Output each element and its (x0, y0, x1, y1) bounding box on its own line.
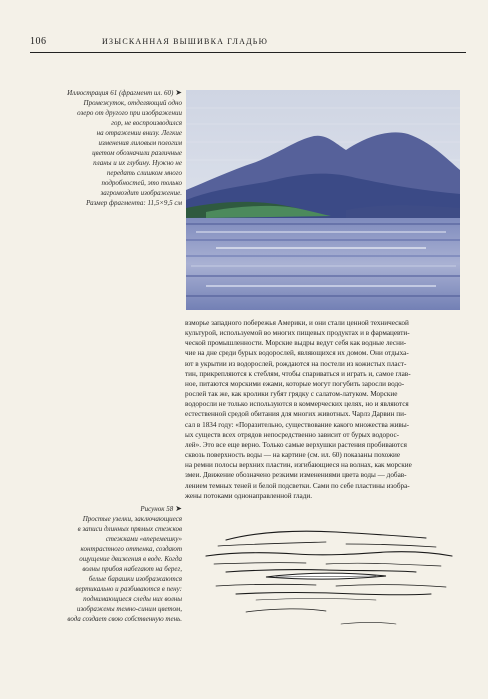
body-line: ых существ всех отрядов непосредственно зависит от бурых водорос- (185, 430, 400, 439)
caption-line: озеро от другого при изображении (77, 109, 182, 117)
body-line: рослей так же, как кролики губят грядку с салатом-латуком. Морские (185, 390, 398, 399)
caption-line: гор, не воспроизводился (111, 119, 182, 127)
body-line: ют в укрытии из водорослей, рождаются на постели из кожистых пласт- (185, 359, 407, 368)
caption-line: подробностей, это только (101, 179, 182, 187)
caption-line: планы и их глубину. Нужно не (93, 159, 182, 167)
arrow-right-icon: ➤ (175, 88, 182, 97)
stitch-diagram (196, 514, 462, 650)
illustration-caption (22, 88, 182, 208)
body-line: сал в 1834 году: «Поразительно, существование какого множества живы- (185, 420, 410, 429)
caption-title: Иллюстрация 61 (фрагмент ил. 60) ➤ (67, 88, 182, 97)
caption-line: вертикально и разбиваются в пену: (75, 585, 182, 593)
body-line: тин, прикрепляются к стеблям, чтобы спариваться и играть и, самое глав- (185, 369, 411, 378)
page-header (30, 36, 466, 52)
caption-line: загромоздит изображение. (100, 189, 182, 197)
caption-line: белые барашки изображаются (88, 575, 182, 583)
running-title: ИЗЫСКАННАЯ ВЫШИВКА ГЛАДЬЮ (102, 37, 268, 46)
body-line: ное, питаются морскими ежами, которые могут погубить заросли водо- (185, 379, 405, 388)
figure-caption (22, 504, 182, 624)
body-line: жены потоками однонаправленной глади. (185, 491, 313, 500)
caption-line: Промежуток, отделяющий одно (83, 99, 182, 107)
body-line: сквозь поверхность воды — на картине (см. ил. 60) показаны похожие (185, 451, 401, 460)
body-line: змеи. Движение обозначено резкими изменениями цвета воды — добав- (185, 471, 407, 480)
body-text (185, 318, 465, 501)
caption-line: ощущение движения в воде. Когда (79, 555, 182, 563)
caption-line: стежками «вперемешку» (105, 535, 182, 543)
body-line: водоросли не только используются в коммерческих целях, но и являются (185, 400, 409, 409)
body-line: культурой, используемой во многих пищевых продуктах и в фармацевти- (185, 329, 410, 338)
caption-line: передать слишком много (106, 169, 182, 177)
caption-line: вода создает свою собственную тень. (67, 615, 182, 623)
caption-line: контрастного оттенка, создают (80, 545, 182, 553)
body-line: лением темных теней и белой подсветки. Сами по себе пластины изобра- (185, 481, 410, 490)
mountain-lake-embroidery (186, 90, 460, 310)
caption-line: изменения лиловым пологим (98, 139, 182, 147)
body-line: естественной средой обитания для многих животных. Чарлз Дарвин пи- (185, 410, 407, 419)
caption-line: Размер фрагмента: 11,5×9,5 см (86, 199, 182, 207)
body-line: на ремни полосы верхних пластин, изгибающиеся на волнах, как морские (185, 461, 412, 470)
caption-line: цветом обозначили различные (92, 149, 182, 157)
body-line: чие на дне среди бурых водорослей, являющихся их домом. Они отдыха- (185, 349, 409, 358)
caption-line: Простые узелки, заключающиеся (82, 515, 182, 523)
page-number: 106 (30, 36, 47, 47)
body-line: ческой промышленности. Морские выдры ведут себя как водные лесни- (185, 339, 407, 348)
caption-line: поднимающиеся следы них волны (83, 595, 182, 603)
embroidery-illustration (186, 90, 460, 310)
caption-title: Рисунок 58 ➤ (140, 504, 182, 513)
caption-line: волны прибоя набегают на берег, (82, 565, 182, 573)
body-line: лей». Это все еще верно. Только самые верхушки растения пробиваются (185, 440, 407, 449)
arrow-right-icon: ➤ (175, 504, 182, 513)
caption-line: на отражении внизу. Легкие (96, 129, 182, 137)
body-line: взморье западного побережья Америки, и они стали ценной технической (185, 319, 409, 327)
caption-line: в записи длинных прямых стежков (77, 525, 182, 533)
header-rule (30, 52, 466, 53)
wave-stitch-drawing (196, 514, 462, 650)
caption-line: изображены темно-синим цветом, (76, 605, 182, 613)
